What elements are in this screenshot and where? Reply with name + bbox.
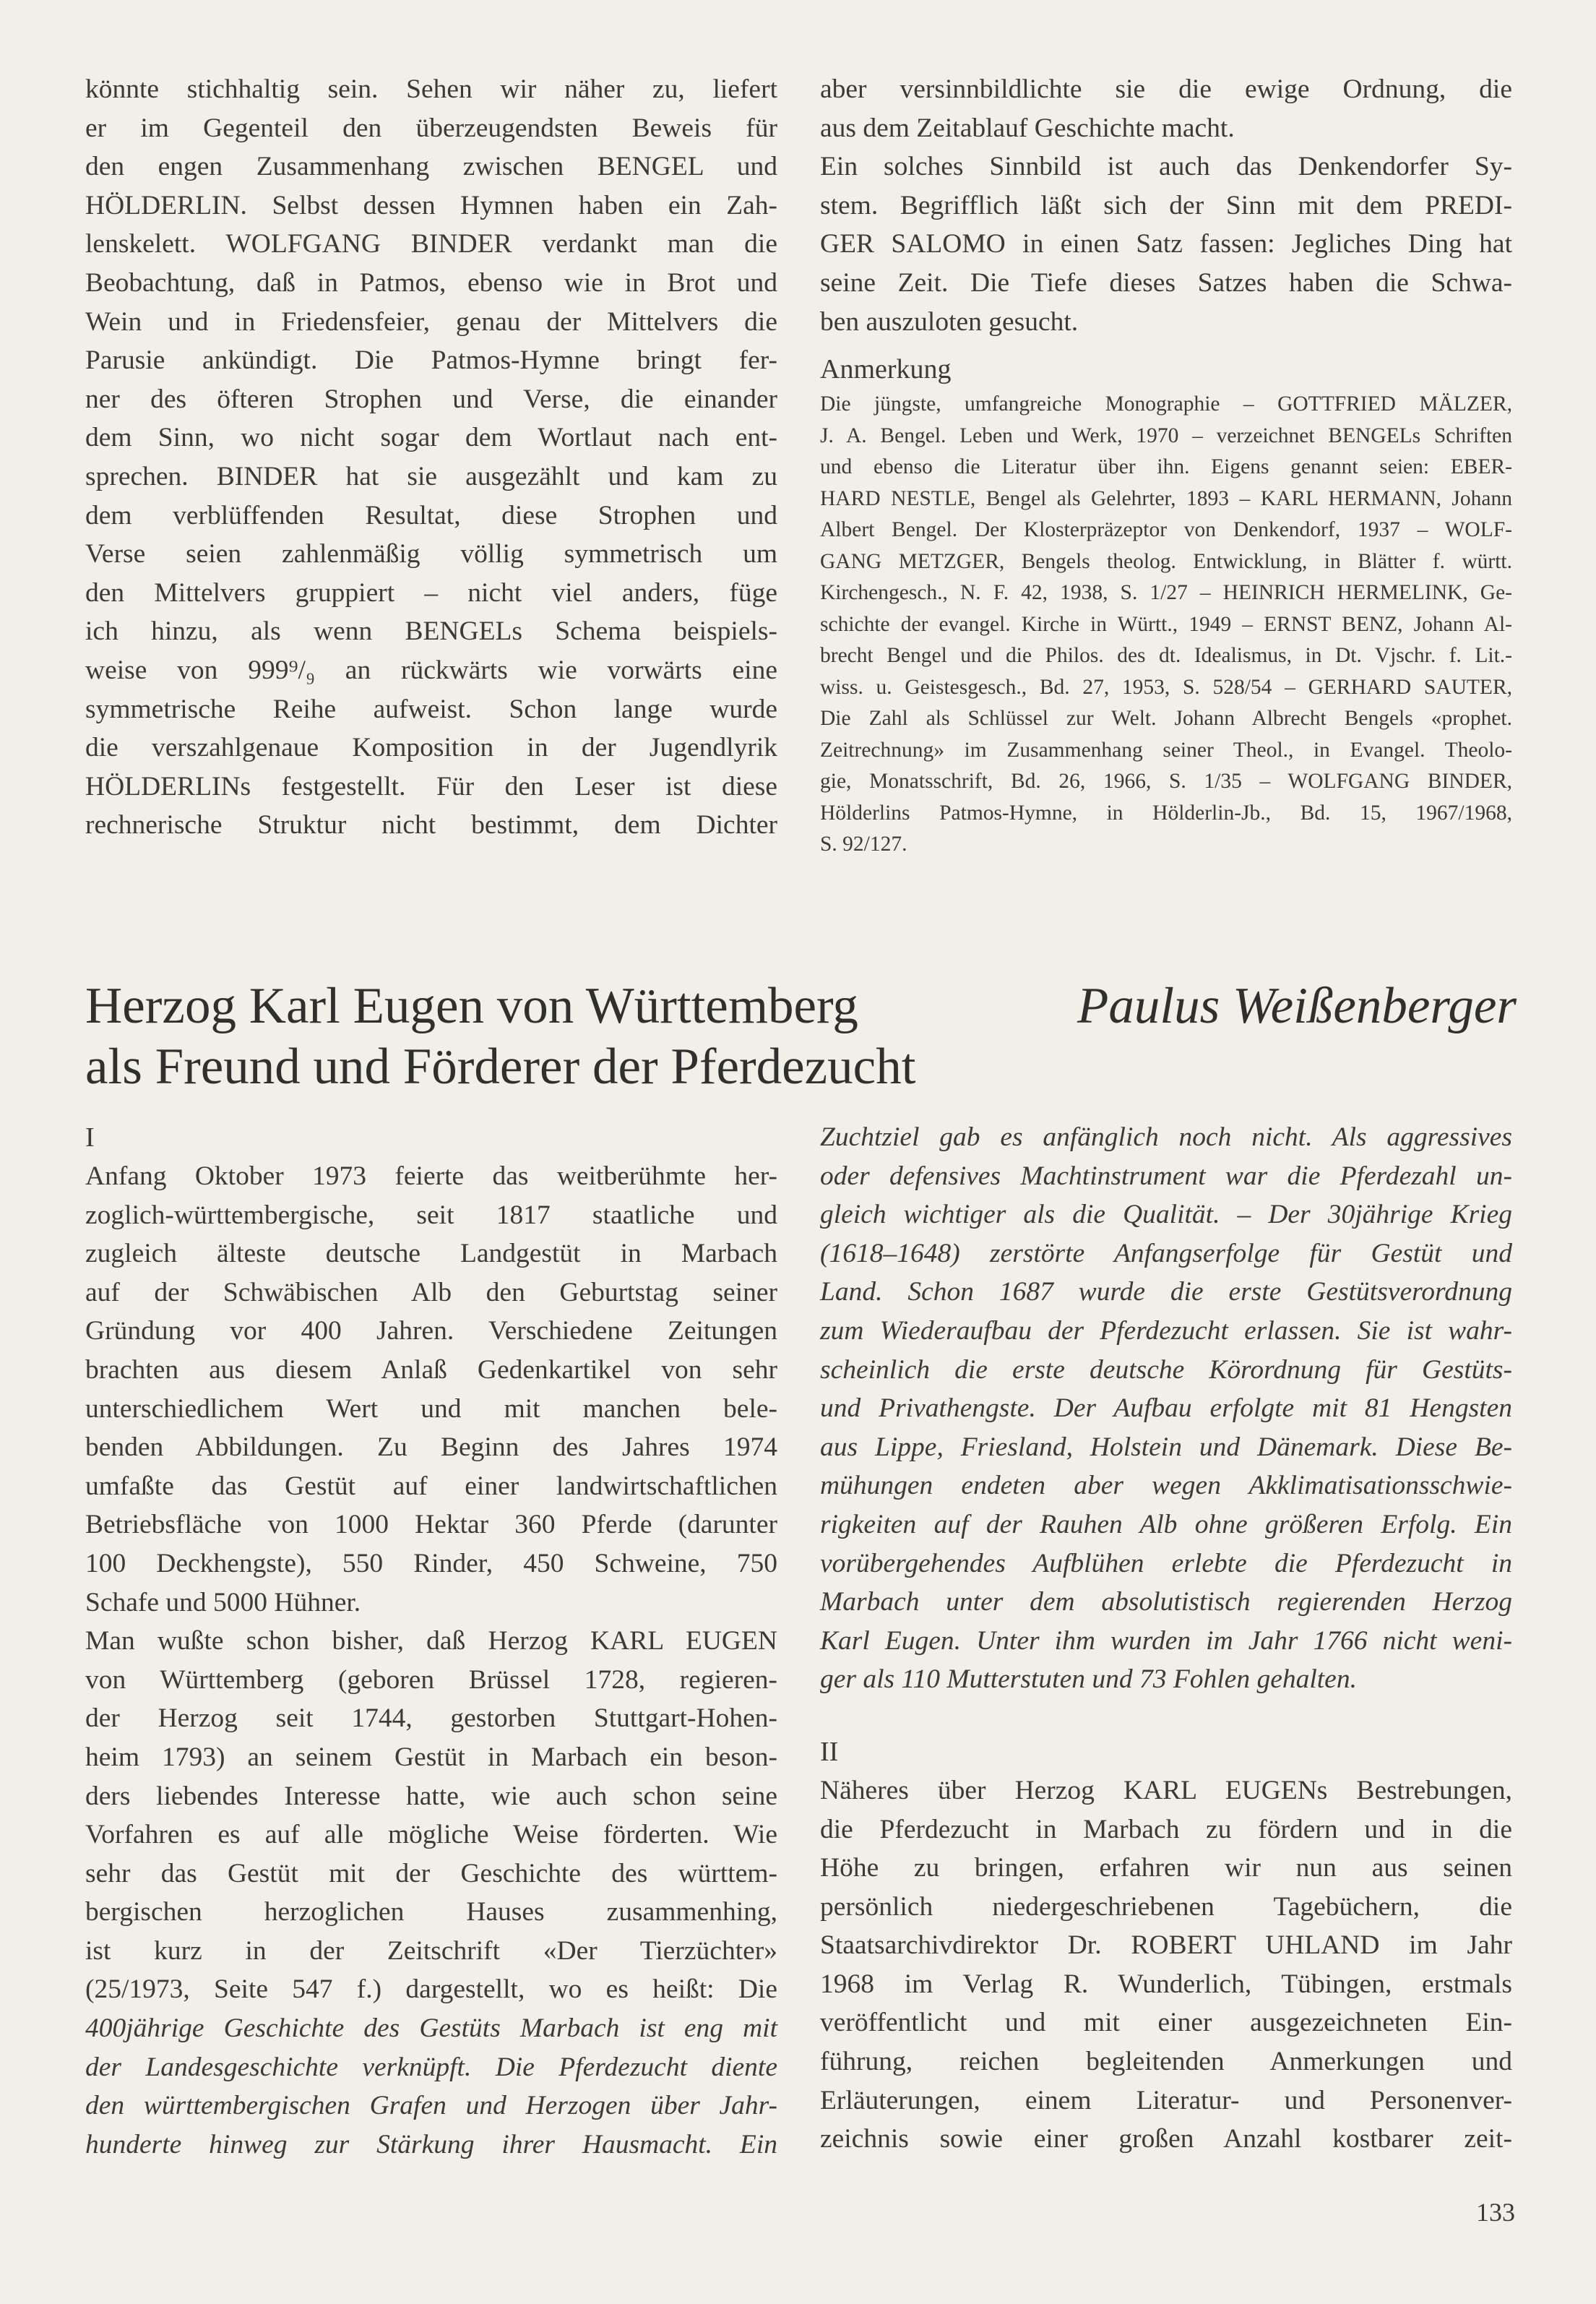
text-line: ist kurz in der Zeitschrift «Der Tierzüchter»: [85, 1935, 777, 1966]
note-line: S. 92/127.: [820, 833, 907, 856]
text-line: auf der Schwäbischen Alb den Geburtstag seiner: [85, 1277, 777, 1307]
bottom-right-column: [820, 1118, 1512, 2159]
text-line-quote: den württembergischen Grafen und Herzogen über Jahr-: [85, 2091, 777, 2121]
text-line: Erläuterungen, einem Literatur- und Personenver-: [820, 2085, 1512, 2115]
note-line: gie, Monatsschrift, Bd. 26, 1966, S. 1/35 – WOLFGANG BINDER,: [820, 770, 1512, 794]
page-number: 133: [1476, 2198, 1515, 2227]
text-line: sehr das Gestüt mit der Geschichte des württem-: [85, 1858, 777, 1888]
text-line: GER SALOMO in einen Satz fassen: Jegliches Ding hat: [820, 229, 1512, 259]
text-line: Gründung vor 400 Jahren. Verschiedene Zeitungen: [85, 1316, 777, 1346]
note-line: schichte der evangel. Kirche in Württ., 1949 – ERNST BENZ, Johann Al-: [820, 612, 1512, 636]
text-line-quote: gleich wichtiger als die Qualität. – Der 30jährige Krieg: [820, 1200, 1512, 1230]
text-line: benden Abbildungen. Zu Beginn des Jahres 1974: [85, 1432, 777, 1463]
text-line: persönlich niedergeschriebenen Tagebüchern, die: [820, 1891, 1512, 1922]
text-line-quote: vorübergehendes Aufblühen erlebte die Pferdezucht in: [820, 1548, 1512, 1578]
text-line: der Herzog seit 1744, gestorben Stuttgart-Hohen-: [85, 1703, 777, 1734]
text-line: Anfang Oktober 1973 feierte das weitberühmte her-: [85, 1161, 777, 1191]
text-line: 100 Deckhengste), 550 Rinder, 450 Schweine, 750: [85, 1548, 777, 1578]
text-line: Betriebsfläche von 1000 Hektar 360 Pferde (darunter: [85, 1510, 777, 1540]
text-line: ders liebendes Interesse hatte, wie auch schon seine: [85, 1781, 777, 1811]
note-line: J. A. Bengel. Leben und Werk, 1970 – verzeichnet BENGELs Schriften: [820, 424, 1512, 447]
note-line: Kirchengesch., N. F. 42, 1938, S. 1/27 – HEINRICH HERMELINK, Ge-: [820, 581, 1512, 605]
top-right-column: [820, 70, 1512, 861]
text-line: Verse seien zahlenmäßig völlig symmetrisch um: [85, 539, 777, 569]
text-line: dem verblüffenden Resultat, diese Strophen und: [85, 500, 777, 530]
text-line-quote: und Privathengste. Der Aufbau erfolgte mit 81 Hengsten: [820, 1393, 1512, 1424]
text-line: den Mittelvers gruppiert – nicht viel anders, füge: [85, 577, 777, 608]
section-number-2: II: [820, 1736, 839, 1767]
top-left-column: [85, 70, 777, 845]
text-line: lenskelett. WOLFGANG BINDER verdankt man die: [85, 229, 777, 259]
text-line: zeichnis sowie einer großen Anzahl kostbarer zeit-: [820, 2124, 1512, 2154]
text-line-quote: oder defensives Machtinstrument war die Pferdezahl un-: [820, 1161, 1512, 1191]
text-line: bergischen herzoglichen Hauses zusammenhing,: [85, 1897, 777, 1927]
text-line-quote: der Landesgeschichte verknüpft. Die Pferdezucht diente: [85, 2052, 777, 2082]
text-line: er im Gegenteil den überzeugendsten Beweis für: [85, 113, 777, 143]
note-line: GANG METZGER, Bengels theolog. Entwicklung, in Blätter f. württ.: [820, 549, 1512, 573]
text-line: ich hinzu, als wenn BENGELs Schema beispiels-: [85, 616, 777, 647]
text-line: Staatsarchivdirektor Dr. ROBERT UHLAND im Jahr: [820, 1930, 1512, 1961]
text-line: zoglich-württembergische, seit 1817 staatliche und: [85, 1200, 777, 1230]
note-line: Die Zahl als Schlüssel zur Welt. Johann Albrecht Bengels «prophet.: [820, 707, 1512, 731]
text-line: veröffentlicht und mit einer ausgezeichneten Ein-: [820, 2008, 1512, 2038]
note-line: Die jüngste, umfangreiche Monographie – GOTTFRIED MÄLZER,: [820, 392, 1512, 416]
text-line: aber versinnbildlichte sie die ewige Ordnung, die: [820, 74, 1512, 104]
note-line: und ebenso die Literatur über ihn. Eigens genannt seien: EBER-: [820, 455, 1512, 479]
text-line-quote: ger als 110 Mutterstuten und 73 Fohlen gehalten.: [820, 1664, 1357, 1695]
text-line-quote: Karl Eugen. Unter ihm wurden im Jahr 1766 nicht weni-: [820, 1625, 1512, 1656]
text-line-quote: aus Lippe, Friesland, Holstein und Dänemark. Diese Be-: [820, 1432, 1512, 1462]
note-line: HARD NESTLE, Bengel als Gelehrter, 1893 – KARL HERMANN, Johann: [820, 486, 1512, 510]
text-line: Näheres über Herzog KARL EUGENs Bestrebungen,: [820, 1775, 1512, 1805]
title-line-2: als Freund und Förderer der Pferdezucht: [85, 1039, 916, 1095]
text-line: 1968 im Verlag R. Wunderlich, Tübingen, erstmals: [820, 1969, 1512, 1999]
note-heading: Anmerkung: [820, 354, 952, 385]
text-line: rechnerische Struktur nicht bestimmt, dem Dichter: [85, 810, 777, 841]
text-line: dem Sinn, wo nicht sogar dem Wortlaut nach ent-: [85, 423, 777, 453]
text-line: Höhe zu bringen, erfahren wir nun aus seinen: [820, 1853, 1512, 1883]
section-2-text: [820, 1771, 1512, 2159]
text-line: sprechen. BINDER hat sie ausgezählt und kam zu: [85, 461, 777, 491]
text-line: weise von 999⁹/₉ an rückwärts wie vorwärts eine: [85, 655, 777, 685]
text-line: den engen Zusammenhang zwischen BENGEL und: [85, 152, 777, 182]
text-line: ben auszuloten gesucht.: [820, 306, 1079, 337]
text-line: Schafe und 5000 Hühner.: [85, 1587, 361, 1617]
text-line: heim 1793) an seinem Gestüt in Marbach ein beson-: [85, 1742, 777, 1772]
text-line: (25/1973, Seite 547 f.) dargestellt, wo es heißt: Die: [85, 1974, 777, 2005]
text-line: Vorfahren es auf alle mögliche Weise förderten. Wie: [85, 1820, 777, 1850]
closing-paragraph: [820, 70, 1512, 341]
text-line-quote: mühungen endeten aber wegen Akklimatisationsschwie-: [820, 1471, 1512, 1501]
continued-paragraph: [85, 70, 777, 845]
text-line: zugleich älteste deutsche Landgestüt in Marbach: [85, 1239, 777, 1269]
text-line: brachten aus diesem Anlaß Gedenkartikel von sehr: [85, 1354, 777, 1385]
section-1-text: [85, 1157, 777, 2164]
text-line-quote: scheinlich die erste deutsche Körordnung für Gestüts-: [820, 1354, 1512, 1385]
text-line: von Württemberg (geboren Brüssel 1728, regieren-: [85, 1664, 777, 1695]
note-line: Hölderlins Patmos-Hymne, in Hölderlin-Jb., Bd. 15, 1967/1968,: [820, 801, 1512, 825]
note-line: brecht Bengel und die Philos. des dt. Idealismus, in Dt. Vjschr. f. Lit.-: [820, 644, 1512, 668]
section-number-1: I: [85, 1122, 95, 1153]
text-line-quote: rigkeiten auf der Rauhen Alb ohne größeren Erfolg. Ein: [820, 1509, 1512, 1539]
quote-continuation: [820, 1118, 1512, 1699]
text-line: könnte stichhaltig sein. Sehen wir näher zu, liefert: [85, 74, 777, 104]
text-line-quote: Marbach unter dem absolutistisch regierenden Herzog: [820, 1587, 1512, 1617]
note-body: [820, 389, 1512, 861]
note-line: Zeitrechnung» im Zusammenhang seiner Theol., in Evangel. Theolo-: [820, 738, 1512, 762]
text-line: ner des öfteren Strophen und Verse, die einander: [85, 384, 777, 414]
text-line: aus dem Zeitablauf Geschichte macht.: [820, 113, 1235, 143]
note-line: Albert Bengel. Der Klosterpräzeptor von Denkendorf, 1937 – WOLF-: [820, 518, 1512, 542]
title-line-1: Herzog Karl Eugen von Württemberg: [85, 978, 858, 1034]
text-line: führung, reichen begleitenden Anmerkungen und: [820, 2047, 1512, 2077]
text-line: HÖLDERLIN. Selbst dessen Hymnen haben ein Zah-: [85, 190, 777, 220]
text-line: die verszahlgenaue Komposition in der Jugendlyrik: [85, 733, 777, 763]
article-author: Paulus Weißenberger: [1077, 978, 1517, 1034]
text-line-quote: Land. Schon 1687 wurde die erste Gestütsverordnung: [820, 1277, 1512, 1307]
text-line: Parusie ankündigt. Die Patmos-Hymne bringt fer-: [85, 345, 777, 376]
text-line: die Pferdezucht in Marbach zu fördern und in die: [820, 1814, 1512, 1844]
text-line: umfaßte das Gestüt auf einer landwirtschaftlichen: [85, 1471, 777, 1501]
text-line: Beobachtung, daß in Patmos, ebenso wie in Brot und: [85, 267, 777, 298]
text-line: stem. Begrifflich läßt sich der Sinn mit dem PREDI-: [820, 190, 1512, 220]
text-line-quote: hunderte hinweg zur Stärkung ihrer Hausmacht. Ein: [85, 2129, 777, 2159]
text-line-quote: (1618–1648) zerstörte Anfangserfolge für Gestüt und: [820, 1238, 1512, 1268]
bottom-left-column: [85, 1118, 777, 2164]
article-title: [85, 976, 915, 1097]
text-line-quote: zum Wiederaufbau der Pferdezucht erlassen. Sie ist wahr-: [820, 1315, 1512, 1346]
text-line: symmetrische Reihe aufweist. Schon lange wurde: [85, 694, 777, 724]
text-line: Wein und in Friedensfeier, genau der Mittelvers die: [85, 306, 777, 337]
text-line: seine Zeit. Die Tiefe dieses Satzes haben die Schwa-: [820, 267, 1512, 298]
text-line: Ein solches Sinnbild ist auch das Denkendorfer Sy-: [820, 152, 1512, 182]
note-line: wiss. u. Geistesgesch., Bd. 27, 1953, S. 528/54 – GERHARD SAUTER,: [820, 675, 1512, 699]
text-line-quote: Zuchtziel gab es anfänglich noch nicht. Als aggressives: [820, 1122, 1512, 1152]
text-line: unterschiedlichem Wert und mit manchen bele-: [85, 1393, 777, 1424]
text-line: HÖLDERLINs festgestellt. Für den Leser ist diese: [85, 771, 777, 801]
text-line-quote: 400jährige Geschichte des Gestüts Marbach ist eng mit: [85, 2013, 777, 2044]
text-line: Man wußte schon bisher, daß Herzog KARL EUGEN: [85, 1626, 777, 1656]
